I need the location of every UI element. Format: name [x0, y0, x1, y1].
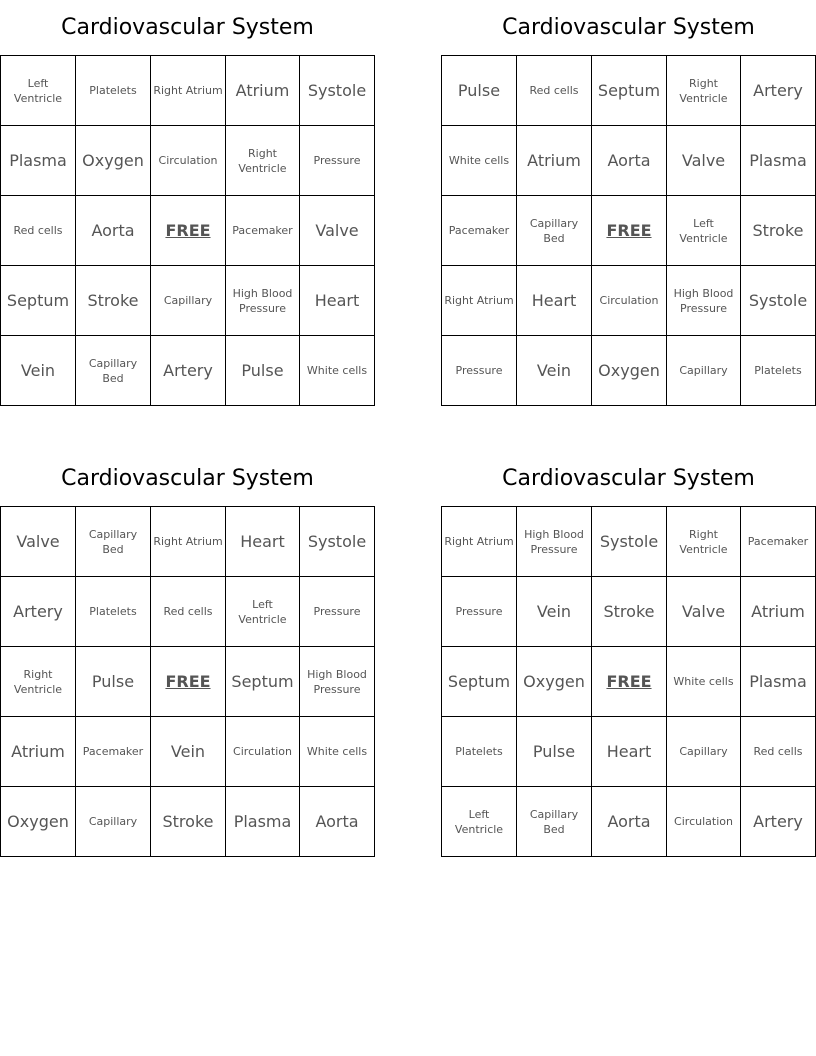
bingo-cell: Pressure: [442, 577, 517, 647]
bingo-cell: Pulse: [517, 717, 592, 787]
bingo-cell: High Blood Pressure: [517, 507, 592, 577]
bingo-cell: Capillary Bed: [76, 336, 151, 406]
bingo-cell: Septum: [442, 647, 517, 717]
bingo-cell: Capillary Bed: [517, 787, 592, 857]
free-space: FREE: [592, 647, 667, 717]
bingo-cell: Pressure: [442, 336, 517, 406]
bingo-cell: Aorta: [592, 126, 667, 196]
bingo-cell: Stroke: [76, 266, 151, 336]
bingo-cell: White cells: [442, 126, 517, 196]
bingo-cell: White cells: [300, 717, 375, 787]
bingo-grid: [0, 55, 375, 406]
bingo-cell: High Blood Pressure: [226, 266, 300, 336]
bingo-cell: Capillary Bed: [76, 507, 151, 577]
bingo-cell: Red cells: [151, 577, 226, 647]
bingo-cell: Vein: [151, 717, 226, 787]
bingo-cell: High Blood Pressure: [667, 266, 741, 336]
card-title: Cardiovascular System: [502, 15, 755, 40]
bingo-cell: Right Ventricle: [1, 647, 76, 717]
bingo-grid: [441, 55, 816, 406]
bingo-cell: Right Ventricle: [667, 56, 741, 126]
card-title: Cardiovascular System: [61, 466, 314, 491]
bingo-cell: Atrium: [517, 126, 592, 196]
bingo-cell: Left Ventricle: [442, 787, 517, 857]
bingo-cell: Aorta: [592, 787, 667, 857]
bingo-cell: Right Ventricle: [226, 126, 300, 196]
bingo-cell: Pulse: [442, 56, 517, 126]
bingo-cell: Stroke: [592, 577, 667, 647]
bingo-cell: Systole: [741, 266, 816, 336]
bingo-cell: Aorta: [300, 787, 375, 857]
bingo-cell: Right Ventricle: [667, 507, 741, 577]
bingo-cell: Septum: [1, 266, 76, 336]
bingo-cell: Pressure: [300, 577, 375, 647]
bingo-cell: Right Atrium: [442, 266, 517, 336]
bingo-grid: [441, 506, 816, 857]
bingo-cell: Circulation: [667, 787, 741, 857]
bingo-cell: Pulse: [226, 336, 300, 406]
bingo-cell: Valve: [667, 577, 741, 647]
bingo-cell: Vein: [517, 577, 592, 647]
bingo-cell: Aorta: [76, 196, 151, 266]
bingo-card-4: [441, 451, 816, 857]
bingo-cell: Systole: [592, 507, 667, 577]
bingo-cell: Left Ventricle: [1, 56, 76, 126]
bingo-card-1: [0, 0, 375, 406]
bingo-cell: Valve: [300, 196, 375, 266]
bingo-cell: Heart: [226, 507, 300, 577]
bingo-cell: Stroke: [151, 787, 226, 857]
bingo-cell: Valve: [1, 507, 76, 577]
free-space: FREE: [151, 647, 226, 717]
bingo-cell: Oxygen: [76, 126, 151, 196]
bingo-cell: Platelets: [741, 336, 816, 406]
bingo-cell: Valve: [667, 126, 741, 196]
bingo-cell: Atrium: [226, 56, 300, 126]
bingo-cell: Plasma: [226, 787, 300, 857]
bingo-cell: Capillary: [76, 787, 151, 857]
bingo-cell: Platelets: [76, 577, 151, 647]
bingo-cell: Circulation: [226, 717, 300, 787]
bingo-cell: Right Atrium: [442, 507, 517, 577]
bingo-cell: Pacemaker: [442, 196, 517, 266]
bingo-card-3: [0, 451, 375, 857]
bingo-cell: Artery: [741, 56, 816, 126]
card-title: Cardiovascular System: [61, 15, 314, 40]
bingo-cell: Atrium: [1, 717, 76, 787]
bingo-cell: Heart: [300, 266, 375, 336]
bingo-cell: High Blood Pressure: [300, 647, 375, 717]
bingo-cell: Capillary Bed: [517, 196, 592, 266]
free-space: FREE: [151, 196, 226, 266]
bingo-cell: Heart: [517, 266, 592, 336]
bingo-cell: Plasma: [741, 126, 816, 196]
bingo-cell: Circulation: [151, 126, 226, 196]
bingo-cell: Systole: [300, 507, 375, 577]
bingo-cell: White cells: [300, 336, 375, 406]
bingo-cell: Plasma: [1, 126, 76, 196]
bingo-cell: Oxygen: [1, 787, 76, 857]
bingo-cell: Pacemaker: [226, 196, 300, 266]
bingo-cell: Oxygen: [517, 647, 592, 717]
bingo-cell: Platelets: [442, 717, 517, 787]
bingo-cell: Septum: [226, 647, 300, 717]
bingo-cell: Stroke: [741, 196, 816, 266]
bingo-cell: Septum: [592, 56, 667, 126]
bingo-cell: Pulse: [76, 647, 151, 717]
bingo-cell: Systole: [300, 56, 375, 126]
bingo-cell: Oxygen: [592, 336, 667, 406]
bingo-cell: Circulation: [592, 266, 667, 336]
bingo-cell: Pacemaker: [741, 507, 816, 577]
bingo-cell: Vein: [517, 336, 592, 406]
bingo-cell: Red cells: [741, 717, 816, 787]
bingo-cell: Artery: [741, 787, 816, 857]
bingo-cell: Artery: [1, 577, 76, 647]
bingo-cell: Platelets: [76, 56, 151, 126]
bingo-cell: Red cells: [517, 56, 592, 126]
bingo-cell: White cells: [667, 647, 741, 717]
bingo-cell: Capillary: [667, 717, 741, 787]
bingo-cell: Left Ventricle: [667, 196, 741, 266]
bingo-cell: Atrium: [741, 577, 816, 647]
bingo-cell: Red cells: [1, 196, 76, 266]
bingo-cell: Capillary: [667, 336, 741, 406]
bingo-cell: Artery: [151, 336, 226, 406]
bingo-cell: Capillary: [151, 266, 226, 336]
bingo-cell: Right Atrium: [151, 56, 226, 126]
bingo-cell: Left Ventricle: [226, 577, 300, 647]
bingo-cell: Pressure: [300, 126, 375, 196]
bingo-cell: Right Atrium: [151, 507, 226, 577]
free-space: FREE: [592, 196, 667, 266]
bingo-card-2: [441, 0, 816, 406]
bingo-cell: Plasma: [741, 647, 816, 717]
bingo-cell: Pacemaker: [76, 717, 151, 787]
bingo-grid: [0, 506, 375, 857]
card-title: Cardiovascular System: [502, 466, 755, 491]
bingo-cell: Vein: [1, 336, 76, 406]
bingo-cell: Heart: [592, 717, 667, 787]
